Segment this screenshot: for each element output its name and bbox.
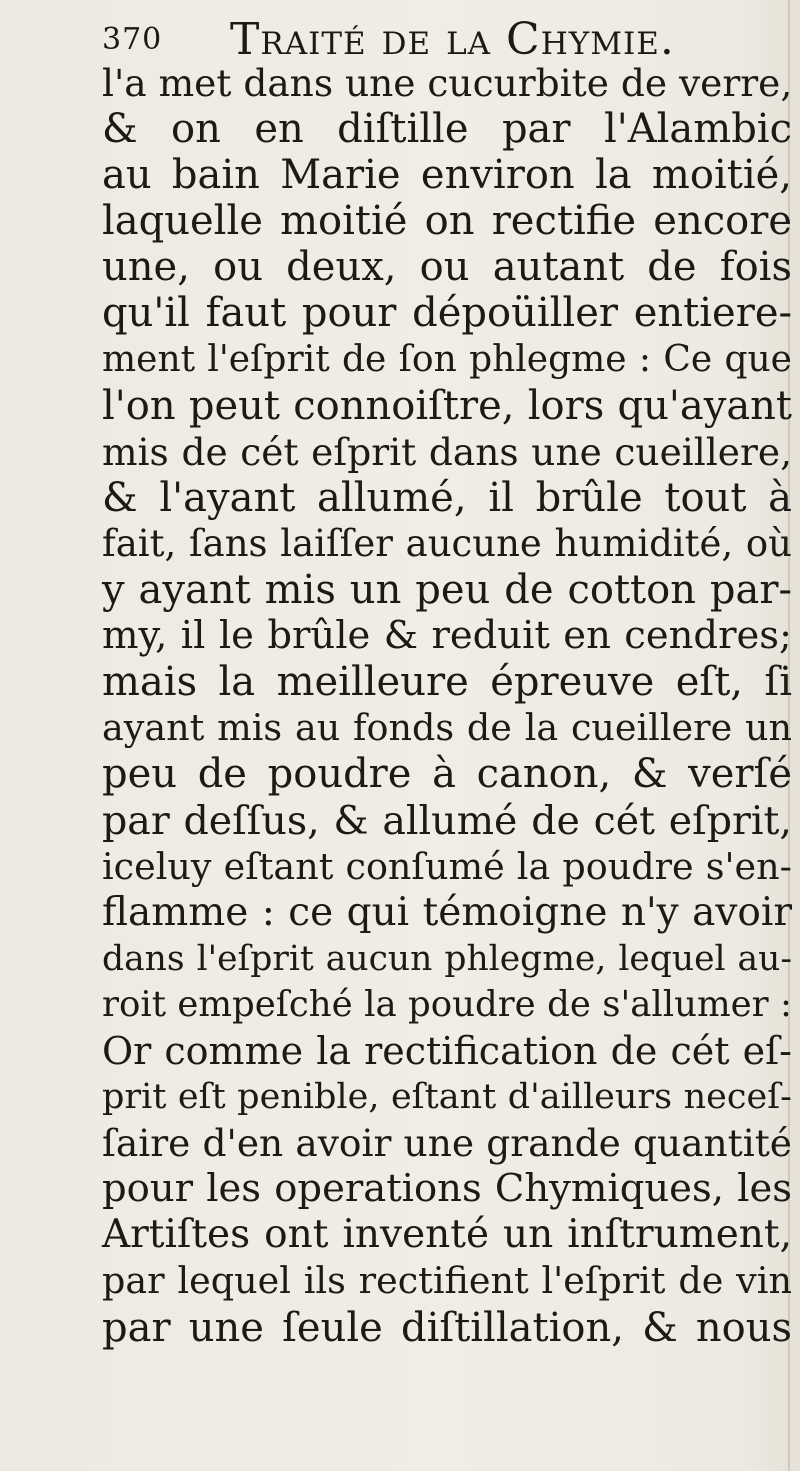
text-line: peu de poudre à canon, & verſé <box>102 751 792 798</box>
text-line: prit eſt penible, eſtant d'ailleurs neceſ- <box>102 1077 792 1118</box>
text-line: l'a met dans une cucurbite de verre, <box>102 61 793 105</box>
text-line: par lequel ils rectifient l'eſprit de vin <box>102 1259 792 1303</box>
text-line: qu'il faut pour dépoüiller entiere- <box>102 290 792 337</box>
text-line: iceluy eſtant conſumé la poudre s'en- <box>102 844 792 888</box>
text-line: au bain Marie environ la moitié, <box>102 152 792 199</box>
text-line: par deſſus, & allumé de cét eſprit, <box>102 797 792 844</box>
text-line: pour les operations Chymiques, les <box>102 1166 792 1212</box>
text-line: dans l'eſprit aucun phlegme, lequel au- <box>102 938 792 979</box>
text-line: ayant mis au fonds de la cueillere un <box>102 706 792 750</box>
text-line: mais la meilleure épreuve eſt, ſi <box>102 659 792 706</box>
text-line: & l'ayant allumé, il brûle tout à <box>102 474 792 521</box>
text-line: Artiſtes ont inventé un inſtrument, <box>102 1212 792 1258</box>
text-line: l'on peut connoiſtre, lors qu'ayant <box>102 382 792 429</box>
text-line: flamme : ce qui témoigne n'y avoir <box>102 889 792 935</box>
text-line: ſaire d'en avoir une grande quantité <box>102 1121 792 1166</box>
body-text <box>102 60 792 1351</box>
text-line: par une ſeule diſtillation, & nous <box>102 1304 792 1351</box>
text-line: & on en diſtille par l'Alambic <box>102 106 792 153</box>
text-line: une, ou deux, ou autant de fois <box>102 244 792 291</box>
page-number: 370 <box>102 22 163 57</box>
text-line: Or comme la rectification de cét eſ- <box>102 1028 792 1073</box>
text-line: roit empeſché la poudre de s'allumer : <box>102 983 792 1025</box>
running-title: Traité de la Chymie. <box>230 14 675 65</box>
text-line: my, il le brûle & reduit en cendres; <box>102 613 792 659</box>
text-line: ment l'eſprit de ſon phlegme : Ce que <box>102 338 792 380</box>
text-line: fait, ſans laiſſer aucune humidité, où <box>102 521 792 565</box>
text-line: laquelle moitié on rectifie encore <box>102 198 792 245</box>
text-line: y ayant mis un peu de cotton par- <box>102 567 792 614</box>
text-line: mis de cét eſprit dans une cueillere, <box>102 429 792 474</box>
